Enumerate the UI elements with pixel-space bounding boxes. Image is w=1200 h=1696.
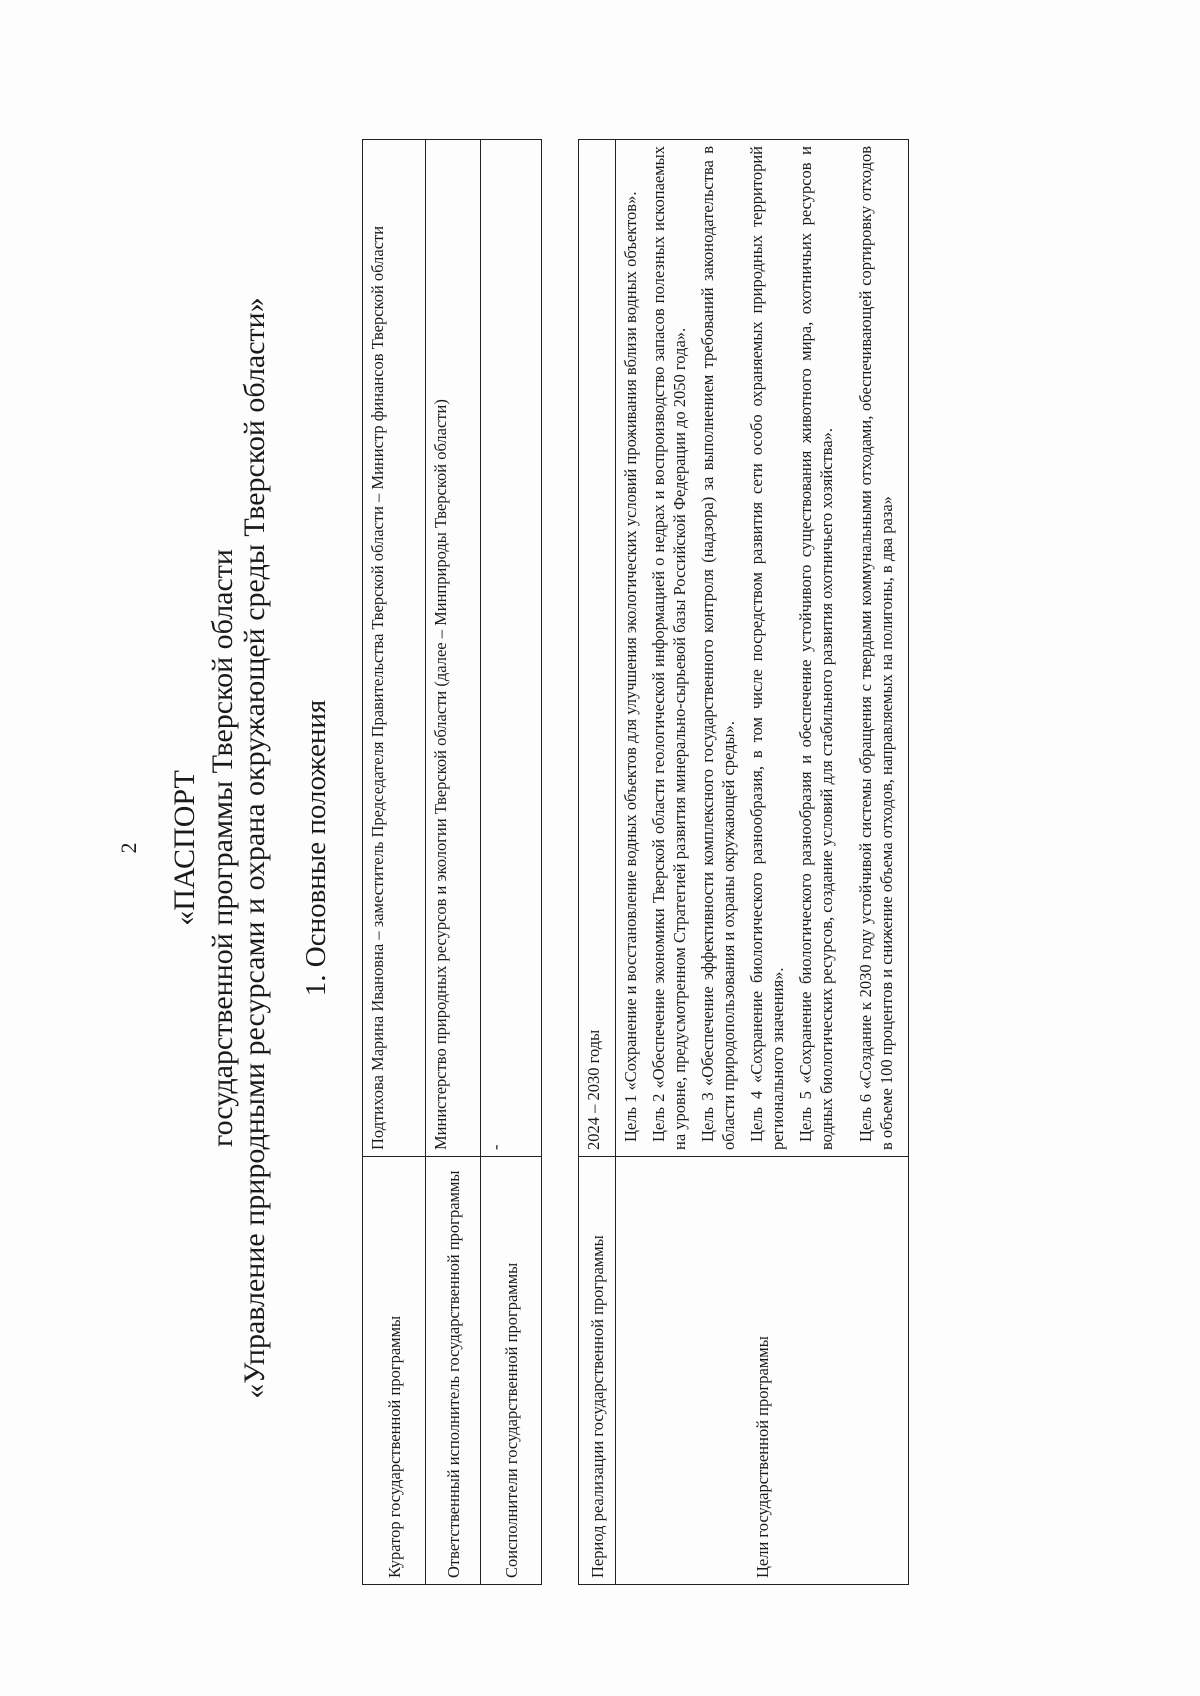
curator-value: Подтихова Марина Ивановна – заместитель Председателя Правительства Тверской области – Министр финансов Тверской области xyxy=(363,140,426,1157)
goals-cell xyxy=(616,140,909,1157)
section-heading: 1. Основные положения xyxy=(300,699,332,997)
goal-item: Цель 5 «Сохранение биологического разнообразия и обеспечение устойчивого существования животного мира, охотничьих ресурсов и водных биологических ресурсов, создание условий для стабильного развития охотничьего хозяйства». xyxy=(796,146,836,1150)
table-row xyxy=(579,140,616,1585)
goal-item: Цель 1 «Сохранение и восстановление водных объектов для улучшения экологических условий проживания вблизи водных объектов». xyxy=(621,191,640,1142)
period-goals-table xyxy=(578,139,909,1585)
executor-label: Ответственный исполнитель государственной программы xyxy=(426,1157,481,1585)
goal-item: Цель 4 «Сохранение биологического разнообразия, в том числе посредством развития сети особо охраняемых природных территорий регионального значения». xyxy=(747,146,787,1150)
page-number: 2 xyxy=(116,842,141,854)
table-row xyxy=(616,140,909,1585)
period-value: 2024 – 2030 годы xyxy=(579,140,616,1157)
executor-value: Министерство природных ресурсов и экологии Тверской области (далее – Минприроды Тверской области) xyxy=(426,140,481,1157)
table-row xyxy=(426,140,481,1585)
table-row xyxy=(363,140,426,1585)
coexecutors-label: Соисполнители государственной программы xyxy=(481,1157,542,1585)
goals-label: Цели государственной программы xyxy=(616,1157,909,1585)
main-provisions-table xyxy=(362,139,542,1585)
goal-item: Цель 2 «Обеспечение экономики Тверской области геологической информацией о недрах и воспроизводство запасов полезных ископаемых на уровне, предусмотренном Стратегией развития минерально-сырьевой базы Российской Федерации до 2050 года». xyxy=(649,146,689,1150)
goal-item: Цель 6 «Создание к 2030 году устойчивой системы обращения с твердыми коммунальными отходами, обеспечивающей сортировку отходов в объеме 100 процентов и снижение объема отходов, направляемых на полигоны, в два раза» xyxy=(856,146,896,1150)
curator-label: Куратор государственной программы xyxy=(363,1157,426,1585)
table-row xyxy=(481,140,542,1585)
period-label: Период реализации государственной программы xyxy=(579,1157,616,1585)
coexecutors-value: - xyxy=(481,140,542,1157)
title-line-2: государственной программы Тверской области xyxy=(206,549,239,1147)
goal-item: Цель 3 «Обеспечение эффективности комплексного государственного контроля (надзора) за выполнением требований законодательства в области природопользования и охраны окружающей среды». xyxy=(698,146,738,1150)
title-line-1: «ПАСПОРТ xyxy=(168,770,201,926)
title-line-3: «Управление природными ресурсами и охрана окружающей среды Тверской области» xyxy=(238,297,271,1399)
